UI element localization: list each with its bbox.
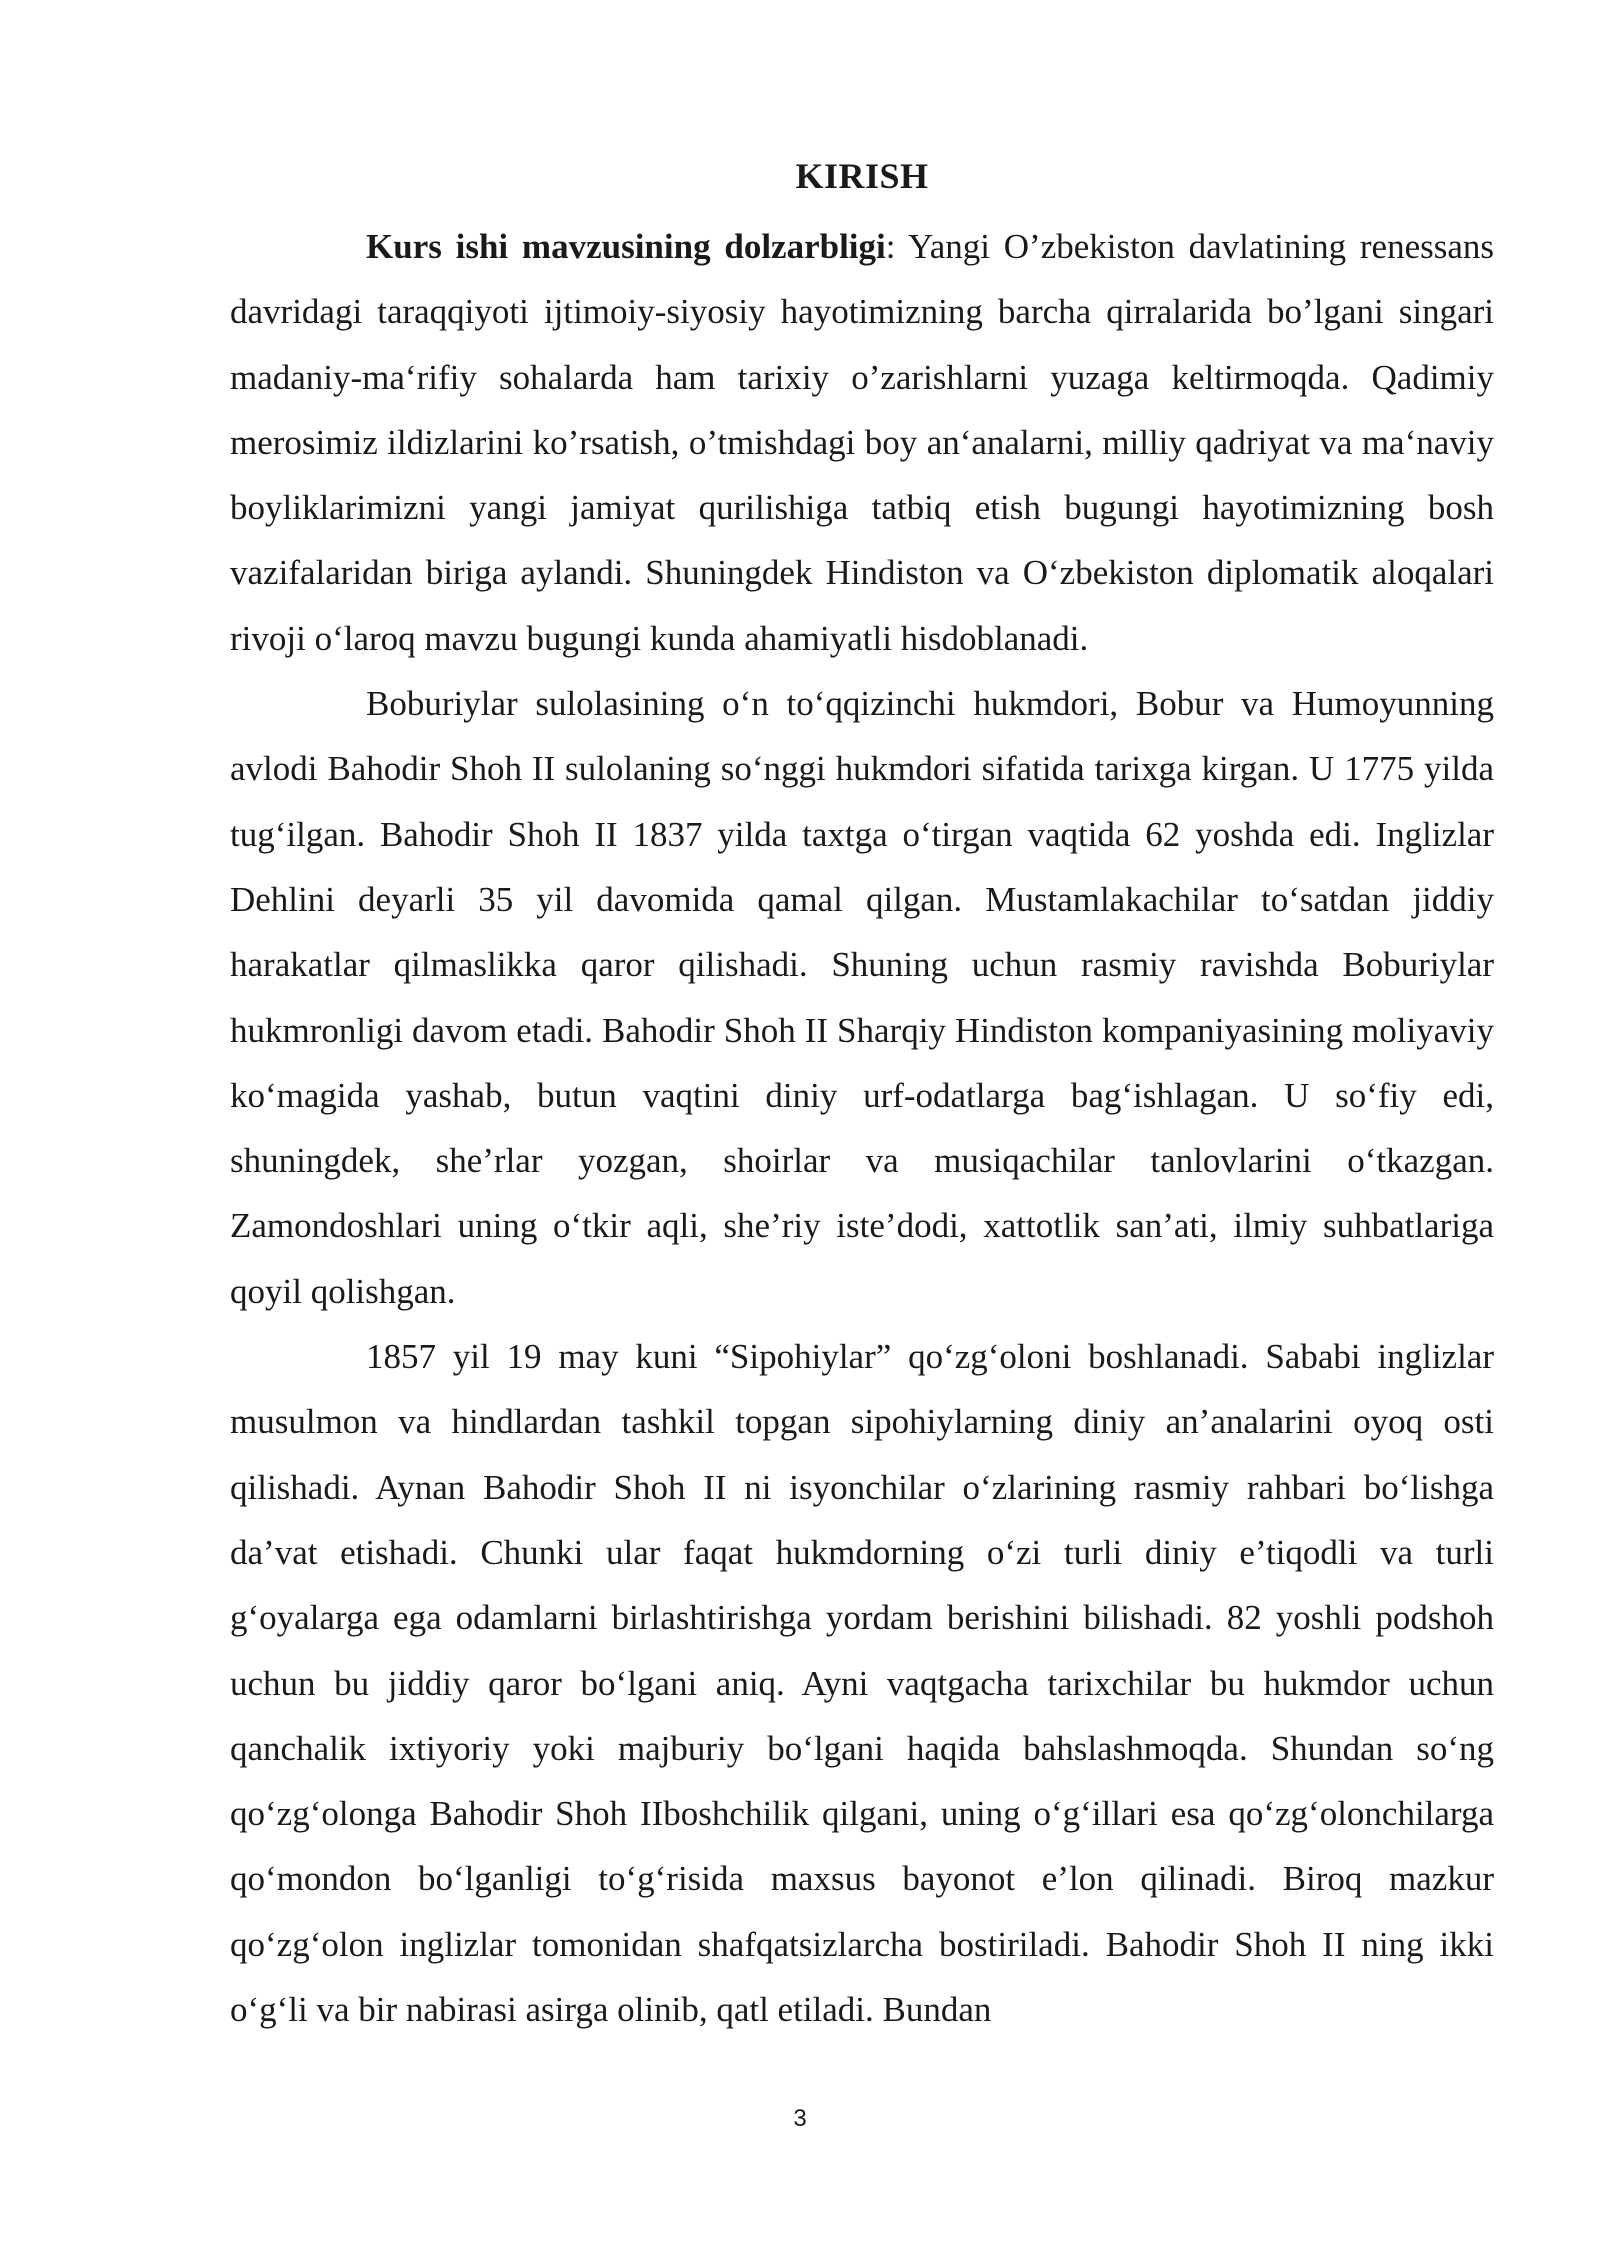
document-page [230, 150, 1494, 2042]
paragraph-sipohiylar [230, 1324, 1494, 2042]
paragraph-text: Yangi O’zbekiston davlatining renessans davridagi taraqqiyoti ijtimoiy-siyosiy hayotimizning barcha qirralarida bo’lgani singari madaniy-ma‘rifiy sohalarda ham tarixiy o’zarishlarni yuzaga keltirmoqda. Qadimiy merosimiz ildizlarini ko’rsatish, o’tmishdagi boy an‘analarni, milliy qadriyat va ma‘naviy boyliklarimizni yangi jamiyat qurilishiga tatbiq etish bugungi hayotimizning bosh vazifalaridan biriga aylandi. Shuningdek Hindiston va O‘zbekiston diplomatik aloqalari rivoji o‘laroq mavzu bugungi kunda ahamiyatli hisdoblanadi. [230, 227, 1494, 658]
paragraph-lead-colon: : [885, 227, 896, 266]
paragraph-text: 1857 yil 19 may kuni “Sipohiylar” qo‘zg‘oloni boshlanadi. Sababi inglizlar musulmon va hindlardan tashkil topgan sipohiylarning diniy an’analarini oyoq osti qilishadi. Aynan Bahodir Shoh II ni isyonchilar o‘zlarining rasmiy rahbari bo‘lishga da’vat etishadi. Chunki ular faqat hukmdorning o‘zi turli diniy e’tiqodli va turli g‘oyalarga ega odamlarni birlashtirishga yordam berishini bilishadi. 82 yoshli podshoh uchun bu jiddiy qaror bo‘lgani aniq. Ayni vaqtgacha tarixchilar bu hukmdor uchun qanchalik ixtiyoriy yoki majburiy bo‘lgani haqida bahslashmoqda. Shundan so‘ng qo‘zg‘olonga Bahodir Shoh IIboshchilik qilgani, uning o‘g‘illari esa qo‘zg‘olonchilarga qo‘mondon bo‘lganligi to‘g‘risida maxsus bayonot e’lon qilinadi. Biroq mazkur qo‘zg‘olon inglizlar tomonidan shafqatsizlarcha bostiriladi. Bahodir Shoh II ning ikki o‘g‘li va bir nabirasi asirga olinib, qatl etiladi. Bundan [230, 1337, 1494, 2030]
paragraph-lead-title: Kurs ishi mavzusining dolzarbligi [366, 227, 886, 266]
paragraph-relevance [230, 214, 1494, 671]
paragraph-text: Boburiylar sulolasining o‘n to‘qqizinchi hukmdori, Bobur va Humoyunning avlodi Bahodir Shoh II sulolaning so‘nggi hukmdori sifatida tarixga kirgan. U 1775 yilda tug‘ilgan. Bahodir Shoh II 1837 yilda taxtga o‘tirgan vaqtida 62 yoshda edi. Inglizlar Dehlini deyarli 35 yil davomida qamal qilgan. Mustamlakachilar to‘satdan jiddiy harakatlar qilmaslikka qaror qilishadi. Shuning uchun rasmiy ravishda Boburiylar hukmronligi davom etadi. Bahodir Shoh II Sharqiy Hindiston kompaniyasining moliyaviy ko‘magida yashab, butun vaqtini diniy urf-odatlarga bag‘ishlagan. U so‘fiy edi, shuningdek, she’rlar yozgan, shoirlar va musiqachilar tanlovlarini o‘tkazgan. Zamondoshlari uning o‘tkir aqli, she’riy iste’dodi, xattotlik san’ati, ilmiy suhbatlariga qoyil qolishgan. [230, 684, 1494, 1311]
page-number: 3 [793, 2105, 807, 2132]
paragraph-boburiylar [230, 671, 1494, 1324]
section-heading: KIRISH [795, 156, 929, 196]
